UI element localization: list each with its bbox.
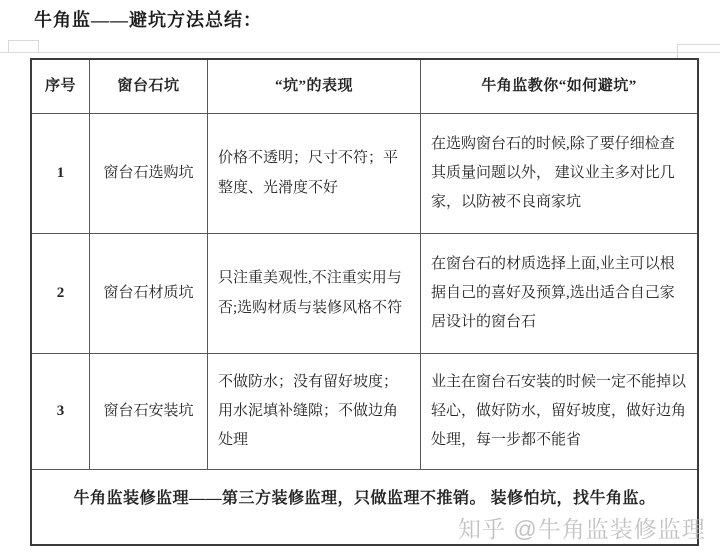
page-boundary-line xyxy=(0,52,720,53)
page-title: 牛角监——避坑方法总结： xyxy=(34,10,262,30)
cell-row3-symptom: 不做防水；没有留好坡度；用水泥填补缝隙；不做边角处理 xyxy=(208,354,421,470)
cell-row2-pit: 窗台石材质坑 xyxy=(90,234,208,354)
cell-row3-advice: 业主在窗台石安装的时候一定不能掉以轻心，做好防水，留好坡度，做好边角处理，每一步都不能省 xyxy=(421,354,697,470)
cell-row3-no: 3 xyxy=(32,354,90,470)
header-no: 序号 xyxy=(32,60,90,114)
table-footer-slogan: 牛角监装修监理——第三方装修监理，只做监理不推销。 装修怕坑，找牛角监。 xyxy=(73,490,656,508)
cell-row1-pit: 窗台石选购坑 xyxy=(90,114,208,234)
page-boundary-notch-right xyxy=(677,44,720,59)
header-advice: 牛角监教你“如何避坑” xyxy=(421,60,697,114)
cell-row2-advice: 在窗台石的材质选择上面,业主可以根据自己的喜好及预算,选出适合自己家居设计的窗台石 xyxy=(421,234,697,354)
header-symptom: “坑”的表现 xyxy=(208,60,421,114)
header-pit: 窗台石坑 xyxy=(90,60,208,114)
page-boundary-notch-left xyxy=(8,40,39,53)
cell-row2-symptom: 只注重美观性,不注重实用与否;选购材质与装修风格不符 xyxy=(208,234,421,354)
cell-row1-symptom: 价格不透明；尺寸不符；平整度、光滑度不好 xyxy=(208,114,421,234)
cell-row1-advice: 在选购窗台石的时候,除了要仔细检查其质量问题以外， 建议业主多对比几家，以防被不良商家坑 xyxy=(421,114,697,234)
zhihu-watermark: 知乎 @牛角监装修监理 xyxy=(458,516,706,542)
cell-row2-no: 2 xyxy=(32,234,90,354)
cell-row3-pit: 窗台石安装坑 xyxy=(90,354,208,470)
cell-row1-no: 1 xyxy=(32,114,90,234)
pitfall-summary-table xyxy=(30,58,699,546)
